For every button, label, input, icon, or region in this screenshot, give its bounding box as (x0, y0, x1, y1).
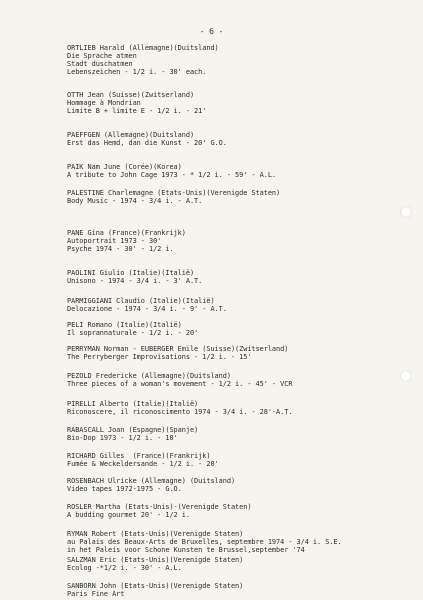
artist-entry (67, 91, 397, 115)
artist-name-line: PEZOLD Fredericke (Allemagne)(Duitsland) (67, 372, 231, 380)
artist-entry (67, 503, 397, 519)
artist-entry (67, 345, 397, 361)
page-number: - 6 - (199, 27, 224, 36)
artist-name-line: SALZMAN Eric (Etats-Unis)(Verenigde Staten) (67, 556, 244, 564)
artist-name-line: PIRELLI Alberto (Italie)(Italië) (67, 400, 199, 408)
artist-entry (67, 189, 397, 205)
artist-entry (67, 556, 397, 572)
punch-hole-top (400, 206, 412, 218)
artist-name-line: PAEFFGEN (Allemagne)(Duitsland) (67, 131, 195, 139)
work-line: Ecolog -*1/2 i. - 30' - A.L. (67, 564, 182, 573)
artist-entry (67, 163, 397, 179)
artist-name-line: ROSLER Martha (Etats-Unis)-(Verenigde Staten) (67, 503, 252, 511)
artist-entry (67, 452, 397, 468)
artist-name-line: SANBORN John (Etats-Unis)(Verenigde Staten) (67, 582, 244, 590)
artist-entry (67, 297, 397, 313)
work-line: Paris Fine Art (67, 590, 125, 599)
artist-name-line: PARMIGGIANI Claudio (Italie)(Italië) (67, 297, 215, 305)
work-line: Body Music - 1974 - 3/4 i. - A.T. (67, 197, 203, 206)
work-line: Unisono - 1974 - 3/4 i. - 3' A.T. (67, 277, 203, 286)
work-line: A budding gourmet 20' - 1/2 i. (67, 511, 190, 520)
artist-entry (67, 269, 397, 285)
work-line: A tribute to John Cage 1973 - * 1/2 i. - 59' - A.L. (67, 171, 277, 180)
artist-entry (67, 582, 397, 598)
artist-name-line: RABASCALL Joan (Espagne)(Spanje) (67, 426, 199, 434)
work-line: Die Sprache atmen (67, 52, 137, 61)
artist-entry (67, 44, 397, 76)
work-line: Delocazione - 1974 - 3/4 i. - 9' - A.T. (67, 305, 227, 314)
artist-entry (67, 372, 397, 388)
work-line: The Perryberger Improvisations - 1/2 i. - 15' (67, 353, 252, 362)
artist-name-line: PERRYMAN Norman - EUBERGER Emile (Suisse)(Zwitserland) (67, 345, 289, 353)
artist-name-line: ROSENBACH Ulricke (Allemagne) (Duitsland) (67, 477, 236, 485)
work-line: Erst das Hemd, dan die Kunst - 20' G.O. (67, 139, 227, 148)
work-line: Hommage à Mondrian (67, 99, 141, 108)
artist-entry (67, 426, 397, 442)
artist-name-line: PAOLINI Giulio (Italie)(Italië) (67, 269, 195, 277)
artist-entry (67, 131, 397, 147)
punch-hole-bottom (400, 370, 412, 382)
artist-name-line: OTTH Jean (Suisse)(Zwitserland) (67, 91, 195, 99)
artist-name-line: PANE Gina (France)(Frankrijk) (67, 229, 186, 237)
work-line: in het Paleis voor Schone Kunsten te Brussel,september '74 (67, 546, 305, 555)
artist-entry (67, 530, 397, 554)
work-line: Autoportrait 1973 - 30' (67, 237, 162, 246)
work-line: Limite B + limite E - 1/2 i. - 21' (67, 107, 207, 116)
artist-name-line: RICHARD Gilles (France)(Frankrijk) (67, 452, 211, 460)
work-line: Riconoscere, il riconoscimento 1974 - 3/4 i. - 28'-A.T. (67, 408, 293, 417)
work-line: Video tapes 1972-1975 - G.O. (67, 485, 182, 494)
artist-entry (67, 400, 397, 416)
work-line: Stadt duschatmen (67, 60, 133, 69)
work-line: Lebenszeichen - 1/2 i. - 30' each. (67, 68, 207, 77)
work-line: au Palais des Beaux-Arts de Bruxelles, septembre 1974 - 3/4 i. S.E. (67, 538, 342, 547)
artist-name-line: PALESTINE Charlemagne (Etats-Unis)(Verenigde Staten) (67, 189, 281, 197)
work-line: Fumée & Weckeldersande - 1/2 i. - 20' (67, 460, 219, 469)
artist-name-line: PAIK Nam June (Corée)(Korea) (67, 163, 182, 171)
work-line: Psyche 1974 - 30' - 1/2 i. (67, 245, 174, 254)
work-line: Three pieces of a woman's movement - 1/2 i. - 45' - VCR (67, 380, 293, 389)
artist-name-line: RYMAN Robert (Etats-Unis)(Verenigde Staten) (67, 530, 244, 538)
work-line: Bio-Dop 1973 - 1/2 i. - 10' (67, 434, 178, 443)
artist-entry (67, 229, 397, 253)
work-line: Il soprannaturale - 1/2 i. - 20' (67, 329, 199, 338)
artist-entry (67, 321, 397, 337)
artist-name-line: ORTLIEB Harald (Allemagne)(Duitsland) (67, 44, 219, 52)
artist-entry (67, 477, 397, 493)
artist-name-line: PELI Romano (Italie)(Italië) (67, 321, 182, 329)
